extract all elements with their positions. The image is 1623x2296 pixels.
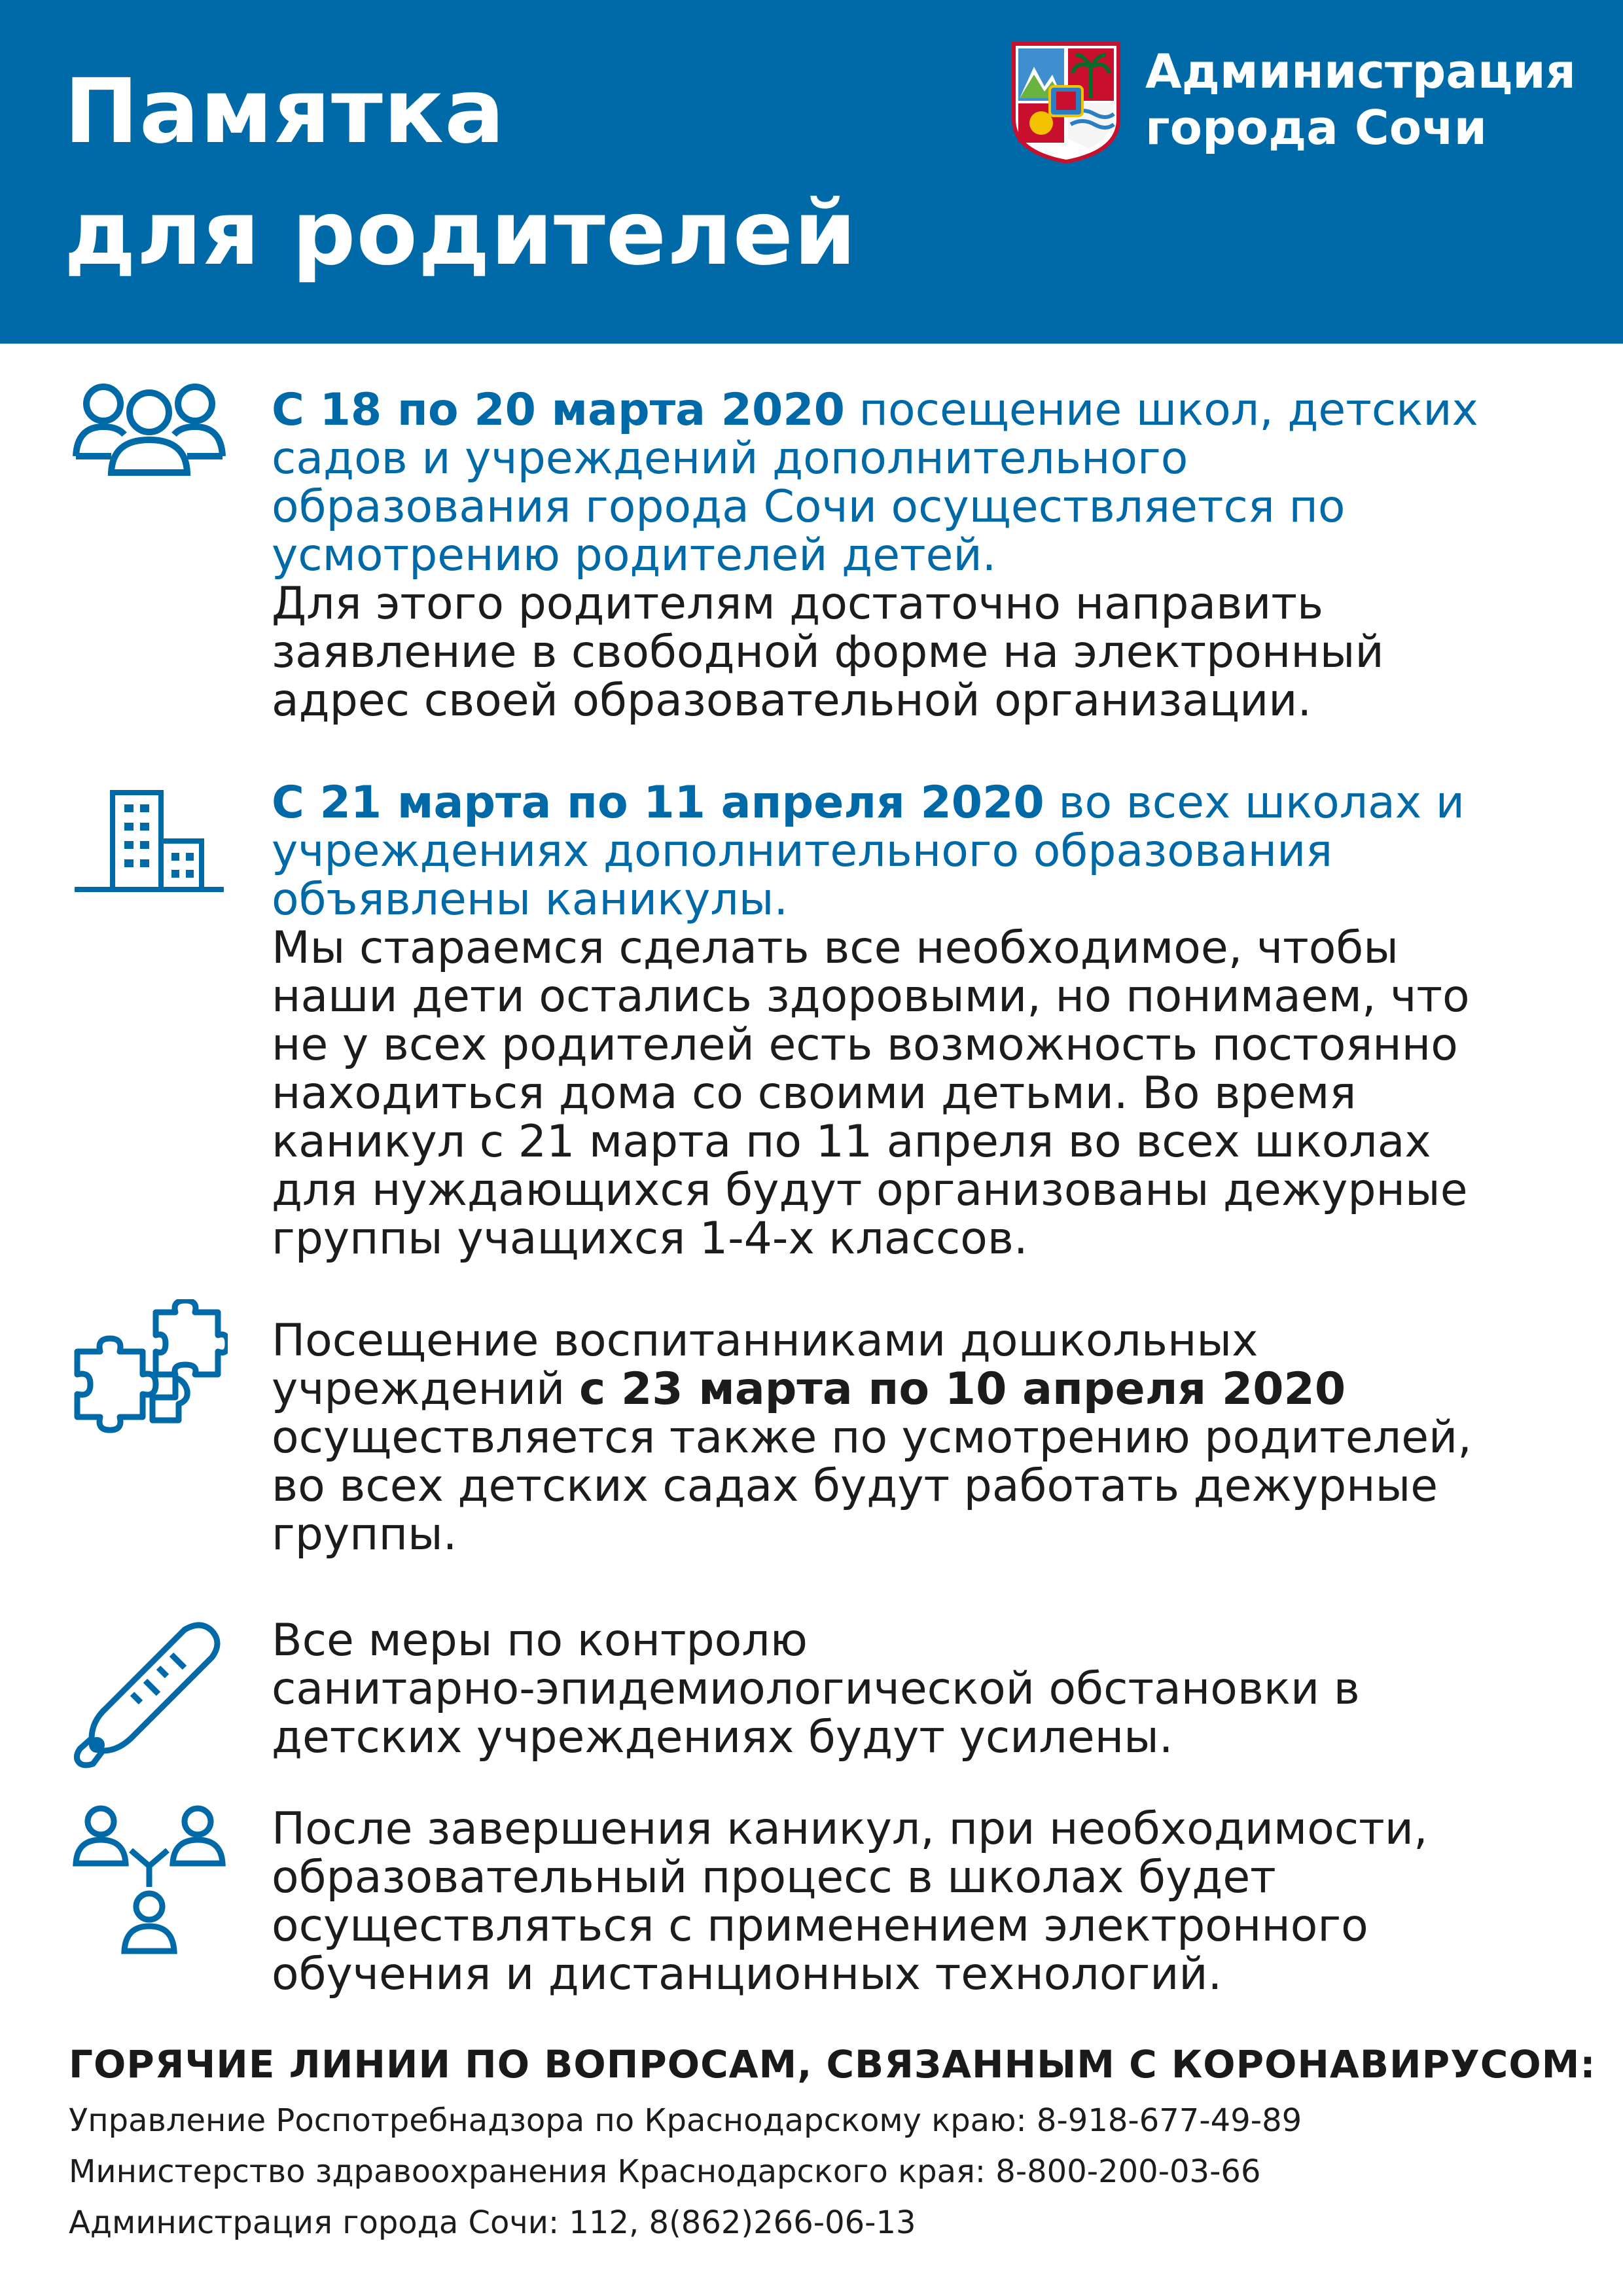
network-people-icon <box>71 1803 228 1960</box>
item-1-body-line: адрес своей образовательной организации. <box>272 675 1312 726</box>
title-line-1: Памятка <box>64 60 505 164</box>
item-5-line: После завершения каникул, при необходимости, <box>272 1803 1428 1855</box>
item-3-line: Посещение воспитанниками дошкольных <box>272 1315 1258 1367</box>
buildings-icon <box>72 789 226 893</box>
item-1-lead-first <box>272 386 1478 435</box>
item-2-lead-text: во всех школах и <box>1044 777 1465 829</box>
hotline-row: Администрация города Сочи: 112, 8(862)266-06-13 <box>69 2204 916 2241</box>
notice-item-2 <box>272 779 1470 1263</box>
item-3-line-2 <box>272 1365 1472 1414</box>
item-1-body-line: заявление в свободной форме на электронный <box>272 626 1384 678</box>
item-2-body-line: находиться дома со своими детьми. Во время <box>272 1067 1357 1119</box>
item-3-line: во всех детских садах будут работать дежурные <box>272 1460 1438 1512</box>
people-group-icon <box>71 381 228 479</box>
item-5-line: обучения и дистанционных технологий. <box>272 1948 1222 2000</box>
item-1-lead-text: посещение школ, детских <box>844 384 1478 436</box>
item-2-lead-first <box>272 779 1470 827</box>
item-2-lead-line: учреждениях дополнительного образования <box>272 825 1333 877</box>
item-1-date-highlight: С 18 по 20 марта 2020 <box>272 384 845 436</box>
item-2-body-line: каникул с 21 марта по 11 апреля во всех школах <box>272 1116 1431 1168</box>
notice-item-1 <box>272 386 1478 725</box>
item-2-body-line: Мы стараемся сделать все необходимое, чтобы <box>272 922 1399 974</box>
page-title <box>64 51 857 295</box>
title-line-2: для родителей <box>64 182 857 285</box>
item-1-body-line: Для этого родителям достаточно направить <box>272 578 1324 630</box>
item-3-line: осуществляется также по усмотрению родителей, <box>272 1412 1472 1463</box>
item-2-body-line: наши дети остались здоровыми, но понимаем, что <box>272 971 1470 1022</box>
item-2-date-highlight: С 21 марта по 11 апреля 2020 <box>272 777 1044 829</box>
item-3-line: группы. <box>272 1509 457 1560</box>
hotline-row: Управление Роспотребнадзора по Краснодарскому краю: 8-918-677-49-89 <box>69 2102 1302 2139</box>
coat-of-arms-icon <box>1010 41 1122 165</box>
administration-name <box>1145 43 1576 156</box>
thermometer-icon <box>73 1617 225 1768</box>
hotlines-title: ГОРЯЧИЕ ЛИНИИ ПО ВОПРОСАМ, СВЯЗАННЫМ С КОРОНАВИРУСОМ: <box>69 2042 1596 2087</box>
hotline-row: Министерство здравоохранения Краснодарского края: 8-800-200-03-66 <box>69 2153 1261 2190</box>
item-5-line: осуществляться с применением электронного <box>272 1900 1368 1952</box>
item-2-body-line: группы учащихся 1-4-х классов. <box>272 1213 1028 1265</box>
header-banner <box>0 0 1623 344</box>
item-5-line: образовательный процесс в школах будет <box>272 1852 1276 1903</box>
item-2-body-line: не у всех родителей есть возможность постоянно <box>272 1019 1458 1071</box>
item-4-line: детских учреждениях будут усилены. <box>272 1712 1173 1763</box>
notice-item-3 <box>272 1317 1472 1559</box>
item-1-lead-line: садов и учреждений дополнительного <box>272 433 1188 484</box>
item-1-lead-line: образования города Сочи осуществляется по <box>272 481 1346 533</box>
admin-line-2: города Сочи <box>1145 100 1488 155</box>
puzzle-icon <box>71 1299 228 1437</box>
item-4-line: санитарно-эпидемиологической обстановки в <box>272 1663 1360 1715</box>
admin-line-1: Администрация <box>1145 44 1576 99</box>
item-1-lead-line: усмотрению родителей детей. <box>272 529 997 581</box>
item-3-line-2-text: учреждений <box>272 1363 579 1415</box>
item-2-body-line: для нуждающихся будут организованы дежурные <box>272 1164 1468 1216</box>
item-3-date-highlight: с 23 марта по 10 апреля 2020 <box>579 1363 1346 1415</box>
notice-item-5 <box>272 1805 1428 1999</box>
item-4-line: Все меры по контролю <box>272 1615 808 1666</box>
item-2-lead-line: объявлены каникулы. <box>272 874 789 925</box>
notice-item-4 <box>272 1617 1360 1762</box>
